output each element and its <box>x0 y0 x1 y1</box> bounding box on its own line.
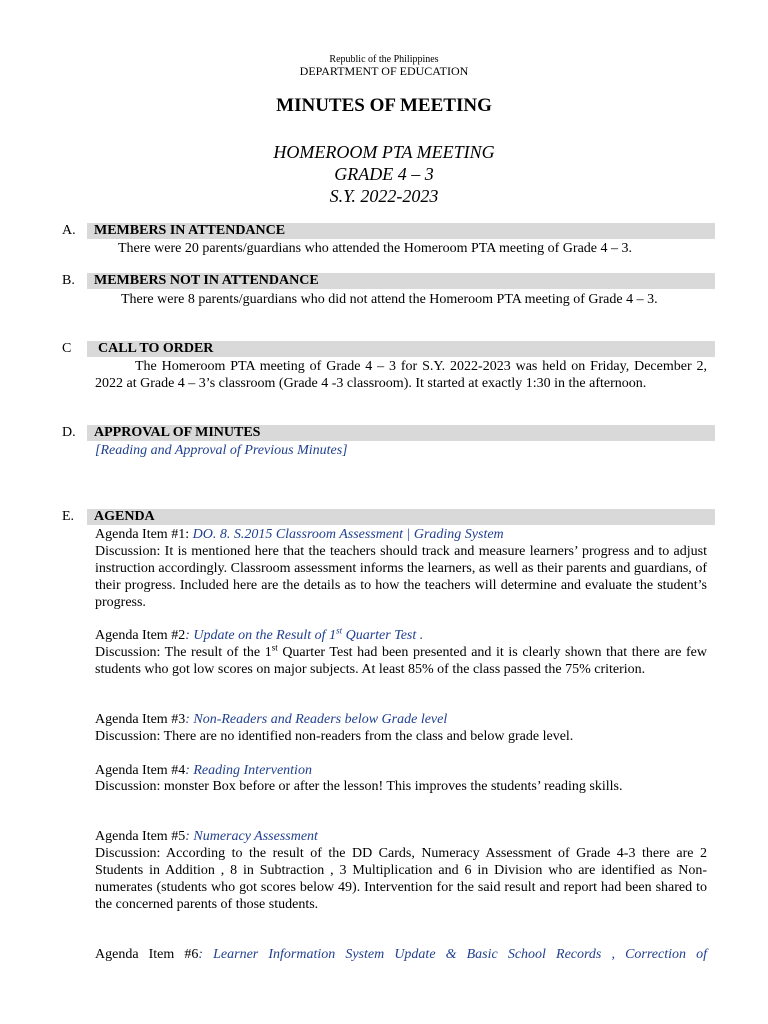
section-c-text: The Homeroom PTA meeting of Grade 4 – 3 for S.Y. 2022-2023 was held on Friday, December 2, 2022 at Grade 4 – 3’s classroom (Grade 4 -3 classroom). It started at exactly 1:30 in the afternoon. <box>95 359 707 391</box>
agenda-item-2-discussion <box>95 644 707 678</box>
agenda-item-topic: : Learner Information System Update & Basic School Records , Correction of <box>198 947 707 962</box>
document-title: MINUTES OF MEETING <box>276 95 492 116</box>
section-d-letter: D. <box>62 425 76 440</box>
section-c-heading: CALL TO ORDER <box>87 341 715 357</box>
section-a-letter: A. <box>62 223 76 238</box>
discussion-text: Discussion: The result of the 1 <box>95 645 272 660</box>
agenda-item-2-title <box>95 627 707 644</box>
agenda-item-topic: DO. 8. S.2015 Classroom Assessment | Grading System <box>192 527 504 542</box>
section-b-letter: B. <box>62 273 75 288</box>
agenda-item-1-discussion: Discussion: It is mentioned here that the teachers should track and measure learners’ progress and to adjust instruction accordingly. Classroom assessment informs the learners, as well as their parents and guardians, of their progress. Included here are the details as to how the teachers will determine and evaluate the student’s progress. <box>95 544 707 610</box>
agenda-item-label: Agenda Item #2 <box>95 628 186 643</box>
agenda-item-label: Agenda Item #3 <box>95 712 186 727</box>
agenda-item-4-title <box>95 762 707 779</box>
agenda-item-1-title <box>95 526 707 543</box>
topic-text: Quarter Test . <box>342 628 424 643</box>
section-e-heading: AGENDA <box>87 509 715 525</box>
agenda-item-3-discussion: Discussion: There are no identified non-readers from the class and below grade level. <box>95 729 574 744</box>
topic-text: : Update on the Result of 1 <box>185 628 337 643</box>
republic-line: Republic of the Philippines <box>329 54 439 65</box>
section-b-text: There were 8 parents/guardians who did not attend the Homeroom PTA meeting of Grade 4 – 3. <box>121 292 658 307</box>
section-e-letter: E. <box>62 509 75 524</box>
section-d-heading: APPROVAL OF MINUTES <box>87 425 715 441</box>
section-c-letter: C <box>62 341 72 356</box>
grade-section: GRADE 4 – 3 <box>334 164 434 184</box>
school-year: S.Y. 2022-2023 <box>329 186 439 206</box>
agenda-item-4-discussion: Discussion: monster Box before or after the lesson! This improves the students’ reading skills. <box>95 779 623 794</box>
agenda-item-topic: : Numeracy Assessment <box>185 829 318 844</box>
department-line: DEPARTMENT OF EDUCATION <box>299 64 469 78</box>
agenda-item-topic: : Reading Intervention <box>185 763 312 778</box>
agenda-item-3-title <box>95 711 707 728</box>
agenda-item-label: Agenda Item #5 <box>95 829 186 844</box>
section-d-text: [Reading and Approval of Previous Minutes] <box>95 443 348 458</box>
agenda-item-topic: : Non-Readers and Readers below Grade level <box>185 712 448 727</box>
section-a-heading: MEMBERS IN ATTENDANCE <box>87 223 715 239</box>
agenda-item-label: Agenda Item #4 <box>95 763 186 778</box>
ordinal-suffix: st <box>336 625 343 636</box>
ordinal-suffix: st <box>271 642 278 653</box>
agenda-item-5-discussion: Discussion: According to the result of the DD Cards, Numeracy Assessment of Grade 4-3 there are 2 Students in Addition , 8 in Subtraction , 3 Multiplication and 6 in Division who are identified as Non-numerates (students who got scores below 49). Intervention for the said result and report had been shared to the concerned parents of those students. <box>95 846 707 912</box>
meeting-name: HOMEROOM PTA MEETING <box>273 142 495 162</box>
agenda-item-topic <box>185 625 424 643</box>
section-a-text: There were 20 parents/guardians who attended the Homeroom PTA meeting of Grade 4 – 3. <box>118 241 633 256</box>
agenda-item-5-title <box>95 828 707 845</box>
discussion-text: Quarter Test had been presented and it is clearly shown that there are few students who got low scores on major subjects. At least 85% of the class passed the 75% criterion. <box>95 645 707 677</box>
agenda-item-6-title <box>95 946 707 963</box>
agenda-item-label: Agenda Item #6 <box>95 947 199 962</box>
section-b-heading: MEMBERS NOT IN ATTENDANCE <box>87 273 715 289</box>
agenda-item-label: Agenda Item #1: <box>95 527 193 542</box>
